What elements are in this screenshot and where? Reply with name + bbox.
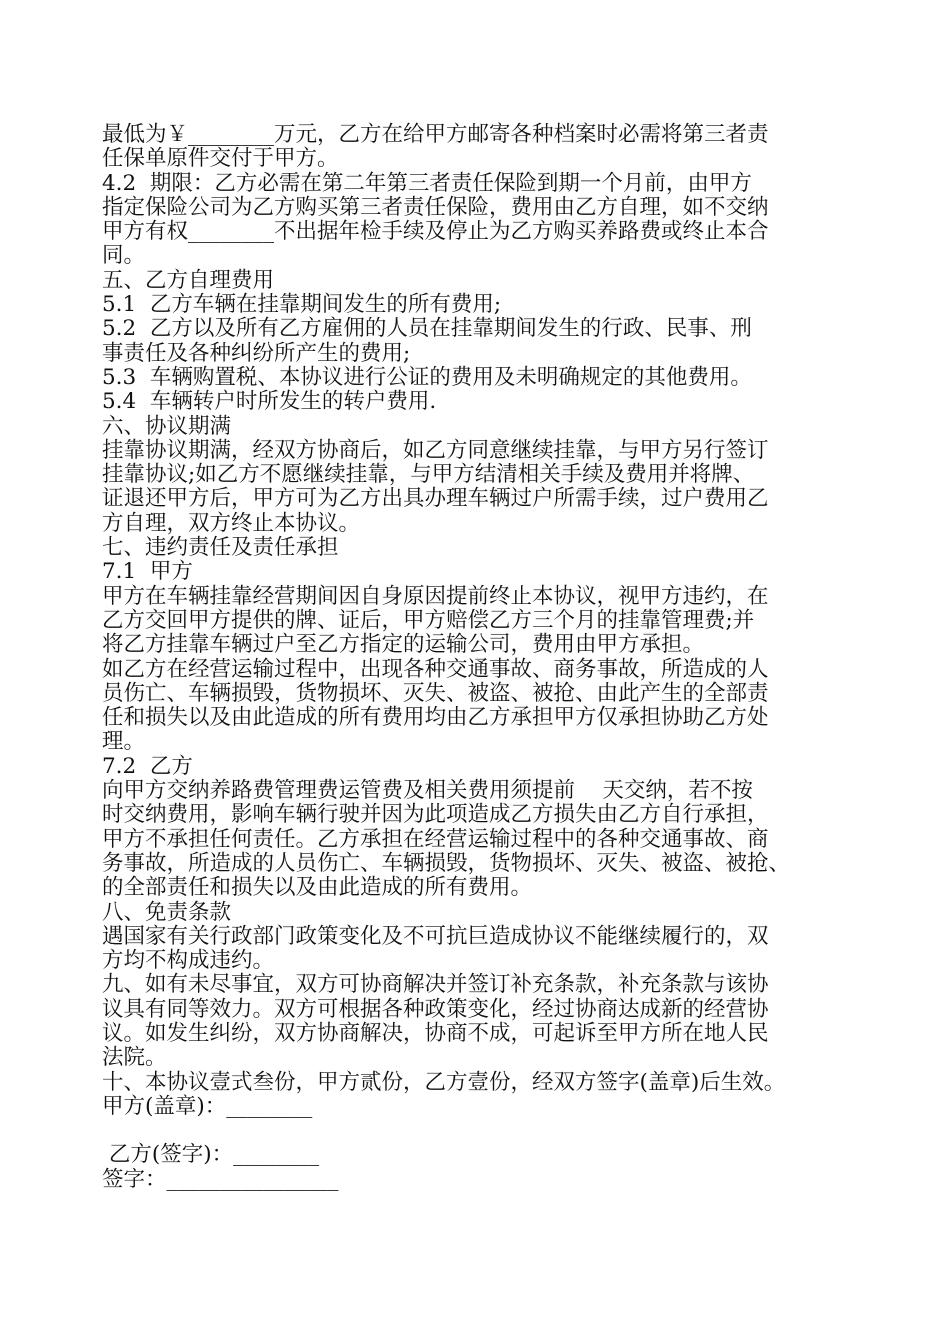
text-line-23: 如乙方在经营运输过程中，出现各种交通事故、商务事故，所造成的人: [102, 656, 769, 682]
text-line-33: 八、免责条款: [102, 899, 232, 925]
text-line-40: 十、本协议壹式叁份，甲方贰份，乙方壹份，经双方签字(盖章)后生效。: [102, 1069, 786, 1095]
text-line-36: 九、如有未尽事宜，双方可协商解决并签订补充条款，补充条款与该协: [102, 972, 769, 998]
text-line-41: 甲方(盖章)：________: [102, 1093, 313, 1119]
text-line-8: 5.1 乙方车辆在挂靠期间发生的所有费用;: [102, 292, 502, 318]
text-line-38: 议。如发生纠纷，双方协商解决，协商不成，可起诉至甲方所在地人民: [102, 1020, 769, 1046]
text-line-16: 证退还甲方后，甲方可为乙方出具办理车辆过户所需手续，过户费用乙: [102, 486, 769, 512]
text-line-9: 5.2 乙方以及所有乙方雇佣的人员在挂靠期间发生的行政、民事、刑: [102, 316, 752, 342]
text-line-31: 务事故，所造成的人员伤亡、车辆损毁，货物损坏、灭失、被盗、被抢、: [102, 850, 791, 876]
text-line-30: 甲方不承担任何责任。乙方承担在经营运输过程中的各种交通事故、商: [102, 826, 769, 852]
text-line-3: 4.2 期限：乙方必需在第二年第三者责任保险到期一个月前，由甲方: [102, 170, 752, 196]
text-line-39: 法院。: [102, 1045, 167, 1071]
text-line-7: 五、乙方自理费用: [102, 267, 275, 293]
text-line-22: 将乙方挂靠车辆过户至乙方指定的运输公司，费用由甲方承担。: [102, 632, 705, 658]
text-line-13: 六、协议期满: [102, 413, 232, 439]
text-line-25: 任和损失以及由此造成的所有费用均由乙方承担甲方仅承担协助乙方处: [102, 705, 769, 731]
text-line-37: 议具有同等效力。双方可根据各种政策变化，经过协商达成新的经营协: [102, 996, 769, 1022]
text-line-32: 的全部责任和损失以及由此造成的所有费用。: [102, 875, 533, 901]
text-line-17: 方自理，双方终止本协议。: [102, 510, 361, 536]
text-line-24: 员伤亡、车辆损毁，货物损坏、灭失、被盗、被抢、由此产生的全部责: [102, 680, 769, 706]
text-line-27: 7.2 乙方: [102, 753, 193, 779]
text-line-18: 七、违约责任及责任承担: [102, 535, 339, 561]
text-line-6: 同。: [102, 243, 146, 269]
text-line-29: 时交纳费用，影响车辆行驶并因为此项造成乙方损失由乙方自行承担，: [102, 802, 769, 828]
text-line-34: 遇国家有关行政部门政策变化及不可抗巨造成协议不能继续履行的，双: [102, 923, 769, 949]
signature-block: [102, 1143, 872, 1192]
text-line-2: 任保单原件交付于甲方。: [102, 146, 339, 172]
blank-gap: [102, 1119, 872, 1143]
text-line-5: 甲方有权________不出据年检手续及停止为乙方购买养路费或终止本合: [102, 219, 769, 245]
text-line-21: 乙方交回甲方提供的牌、证后，甲方赔偿乙方三个月的挂靠管理费;并: [102, 607, 755, 633]
text-line-28: 向甲方交纳养路费管理费运管费及相关费用须提前 天交纳，若不按: [102, 778, 753, 804]
text-line-20: 甲方在车辆挂靠经营期间因自身原因提前终止本协议，视甲方违约，在: [102, 583, 769, 609]
text-line-35: 方均不构成违约。: [102, 948, 275, 974]
signature-line-2: 签字：________________: [102, 1166, 339, 1192]
text-line-15: 挂靠协议;如乙方不愿继续挂靠，与甲方结清相关手续及费用并将牌、: [102, 462, 755, 488]
text-line-10: 事责任及各种纠纷所产生的费用;: [102, 340, 411, 366]
contract-body: [102, 123, 872, 1119]
text-line-19: 7.1 甲方: [102, 559, 193, 585]
text-line-4: 指定保险公司为乙方购买第三者责任保险，费用由乙方自理，如不交纳: [102, 194, 769, 220]
text-line-1: 最低为￥________万元，乙方在给甲方邮寄各种档案时必需将第三者责: [102, 122, 769, 147]
text-line-26: 理。: [102, 729, 146, 755]
signature-line-1: 乙方(签字)：________: [102, 1142, 320, 1168]
text-line-12: 5.4 车辆转户时所发生的转户费用.: [102, 389, 437, 415]
document-page: [102, 123, 872, 1192]
text-line-11: 5.3 车辆购置税、本协议进行公证的费用及未明确规定的其他费用。: [102, 364, 752, 390]
text-line-14: 挂靠协议期满，经双方协商后，如乙方同意继续挂靠，与甲方另行签订: [102, 437, 769, 463]
